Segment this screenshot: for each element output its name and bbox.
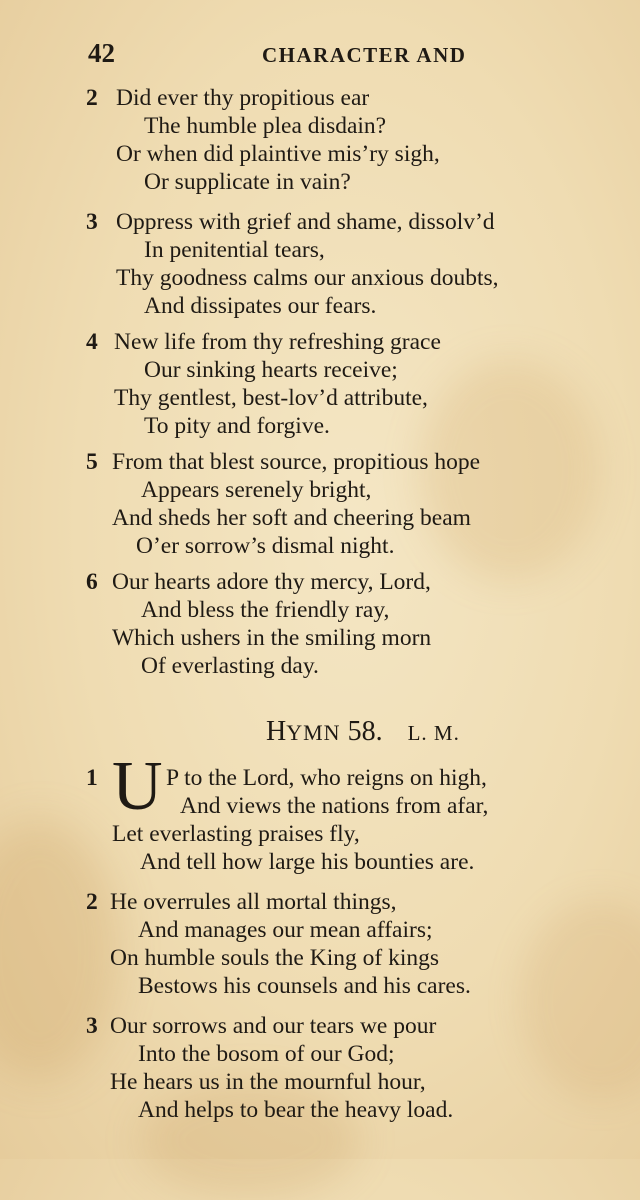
verse-line: And manages our mean affairs; [138, 917, 433, 943]
verse-line: In penitential tears, [144, 237, 325, 263]
verse-line: O’er sorrow’s dismal night. [136, 533, 395, 559]
stanza-number: 2 [86, 889, 98, 915]
stanza-number: 2 [86, 85, 98, 111]
verse-line: Let everlasting praises fly, [112, 821, 360, 847]
verse-line: Our sinking hearts receive; [144, 357, 398, 383]
verse-line: New life from thy refreshing grace [114, 329, 441, 355]
verse-line: To pity and forgive. [144, 413, 330, 439]
verse-line: Did ever thy propitious ear [116, 85, 370, 111]
verse-line: Our sorrows and our tears we pour [110, 1013, 437, 1039]
running-head [0, 38, 640, 72]
stanza-number: 3 [86, 1013, 98, 1039]
stanza-number: 6 [86, 569, 98, 595]
verse-line: Or when did plaintive mis’ry sigh, [116, 141, 440, 167]
verse-line: Which ushers in the smiling morn [112, 625, 432, 651]
verse-line: He overrules all mortal things, [110, 889, 397, 915]
verse-line: On humble souls the King of kings [110, 945, 439, 971]
verse-line: And tell how large his bounties are. [140, 849, 475, 875]
verse-line: Bestows his counsels and his cares. [138, 973, 471, 999]
verse-line: And views the nations from afar, [180, 793, 489, 819]
stanza-number: 4 [86, 329, 98, 355]
verse-line: And dissipates our fears. [144, 293, 377, 319]
hymn-title-rest: YMN [286, 720, 341, 745]
verse-line: He hears us in the mournful hour, [110, 1069, 426, 1095]
verse-line: Thy goodness calms our anxious doubts, [116, 265, 499, 291]
stanza-number: 5 [86, 449, 98, 475]
verse-line: Or supplicate in vain? [144, 169, 351, 195]
stanza-number: 3 [86, 209, 98, 235]
drop-cap: U [112, 748, 163, 825]
page-number: 42 [88, 38, 115, 68]
verse-line: And sheds her soft and cheering beam [112, 505, 471, 531]
stanza-number: 1 [86, 765, 98, 791]
verse-line: Thy gentlest, best-lov’d attribute, [114, 385, 428, 411]
verse-line: Our hearts adore thy mercy, Lord, [112, 569, 431, 595]
verse-line: From that blest source, propitious hope [112, 449, 481, 475]
verse-line: Into the bosom of our God; [138, 1041, 395, 1067]
hymn-title [266, 716, 460, 748]
verse-line: Appears serenely bright, [141, 477, 372, 503]
running-title: CHARACTER AND [262, 43, 467, 67]
hymn-meter: L. M. [407, 721, 460, 745]
verse-line: Of everlasting day. [141, 653, 319, 679]
verse-line: The humble plea disdain? [144, 113, 387, 139]
verse-line: And helps to bear the heavy load. [138, 1097, 454, 1123]
verse-line: And bless the friendly ray, [141, 597, 390, 623]
hymn-number: 58. [347, 716, 383, 747]
verse-line: P to the Lord, who reigns on high, [166, 765, 487, 791]
verse-line: Oppress with grief and shame, dissolv’d [116, 209, 495, 235]
hymn-title-initial: H [266, 716, 287, 747]
